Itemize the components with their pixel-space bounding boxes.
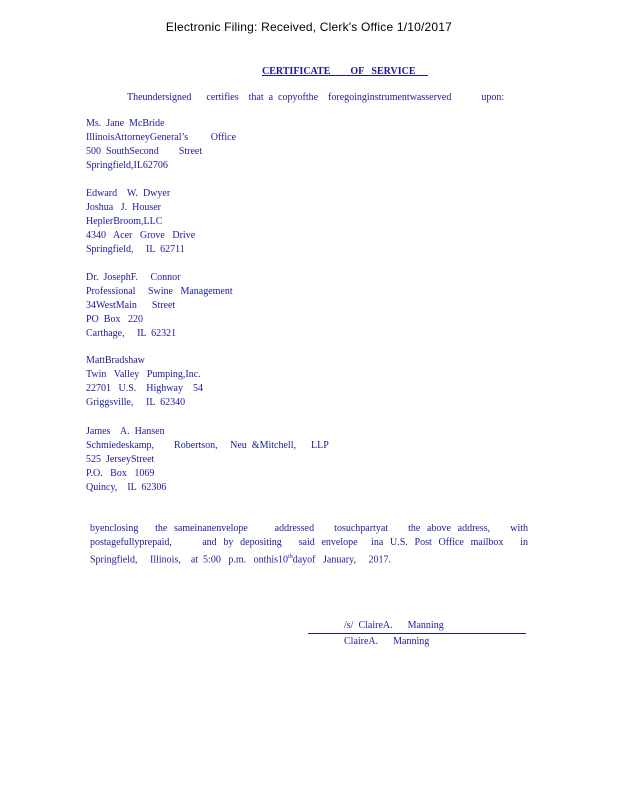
recipient-block-2 bbox=[86, 187, 195, 257]
recipient-2-line-5: Springfield, IL 62711 bbox=[86, 244, 185, 255]
signer-name: ClaireA. Manning bbox=[344, 636, 430, 647]
recipient-5-line-3: 525 JerseyStreet bbox=[86, 454, 155, 465]
recipient-4-line-1: MattBradshaw bbox=[86, 355, 145, 366]
recipient-2-line-3: HeplerBroom,LLC bbox=[86, 216, 163, 227]
signature-line: /s/ ClaireA. Manning bbox=[308, 620, 526, 634]
paragraph-line-3-start: Springfield, Illinois, at 5:00 p.m. onthis10 bbox=[90, 554, 289, 566]
recipient-block-3 bbox=[86, 271, 233, 341]
intro-sentence: Theundersigned certifies that a copyofthe foregoinginstrumentwasserved upon: bbox=[127, 92, 505, 103]
recipient-4-line-2: Twin Valley Pumping,Inc. bbox=[86, 369, 201, 380]
recipient-4-line-4: Griggsville, IL 62340 bbox=[86, 397, 186, 408]
recipient-2-line-4: 4340 Acer Grove Drive bbox=[86, 230, 196, 241]
recipient-2-line-1: Edward W. Dwyer bbox=[86, 188, 171, 199]
paragraph-line-3 bbox=[90, 550, 528, 567]
recipient-block-5 bbox=[86, 425, 329, 495]
recipient-3-line-2: Professional Swine Management bbox=[86, 286, 233, 297]
recipient-block-1 bbox=[86, 117, 236, 173]
recipient-1-line-3: 500 SouthSecond Street bbox=[86, 146, 203, 157]
signature-block bbox=[308, 620, 526, 647]
recipient-3-line-4: PO Box 220 bbox=[86, 314, 143, 325]
electronic-filing-header: Electronic Filing: Received, Clerk's Office 1/10/2017 bbox=[165, 20, 453, 34]
paragraph-line-1: byenclosing the sameinanenvelope addressed tosuchpartyat the above address, with bbox=[90, 523, 528, 534]
service-method-paragraph bbox=[90, 522, 528, 567]
recipient-5-line-1: James A. Hansen bbox=[86, 426, 165, 437]
recipient-2-line-2: Joshua J. Houser bbox=[86, 202, 161, 213]
recipient-5-line-2: Schmiedeskamp, Robertson, Neu &Mitchell, LLP bbox=[86, 440, 329, 451]
recipient-3-line-3: 34WestMain Street bbox=[86, 300, 176, 311]
recipient-4-line-3: 22701 U.S. Highway 54 bbox=[86, 383, 203, 394]
recipient-3-line-1: Dr. JosephF. Connor bbox=[86, 272, 181, 283]
certificate-title: CERTIFICATE OF SERVICE bbox=[262, 66, 428, 77]
recipient-block-4 bbox=[86, 354, 203, 410]
paragraph-line-3-end: dayof January, 2017. bbox=[292, 554, 391, 566]
ordinal-suffix: th bbox=[288, 554, 293, 560]
recipient-1-line-2: IllinoisAttorneyGeneral’s Office bbox=[86, 132, 237, 143]
recipient-5-line-4: P.O. Box 1069 bbox=[86, 468, 155, 479]
recipient-3-line-5: Carthage, IL 62321 bbox=[86, 328, 177, 339]
paragraph-line-2: postagefullyprepaid, and by depositing said envelope ina U.S. Post Office mailbox in bbox=[90, 537, 528, 548]
recipient-1-line-4: Springfield,IL62706 bbox=[86, 160, 168, 171]
recipient-1-line-1: Ms. Jane McBride bbox=[86, 118, 165, 129]
recipient-5-line-5: Quincy, IL 62306 bbox=[86, 482, 167, 493]
